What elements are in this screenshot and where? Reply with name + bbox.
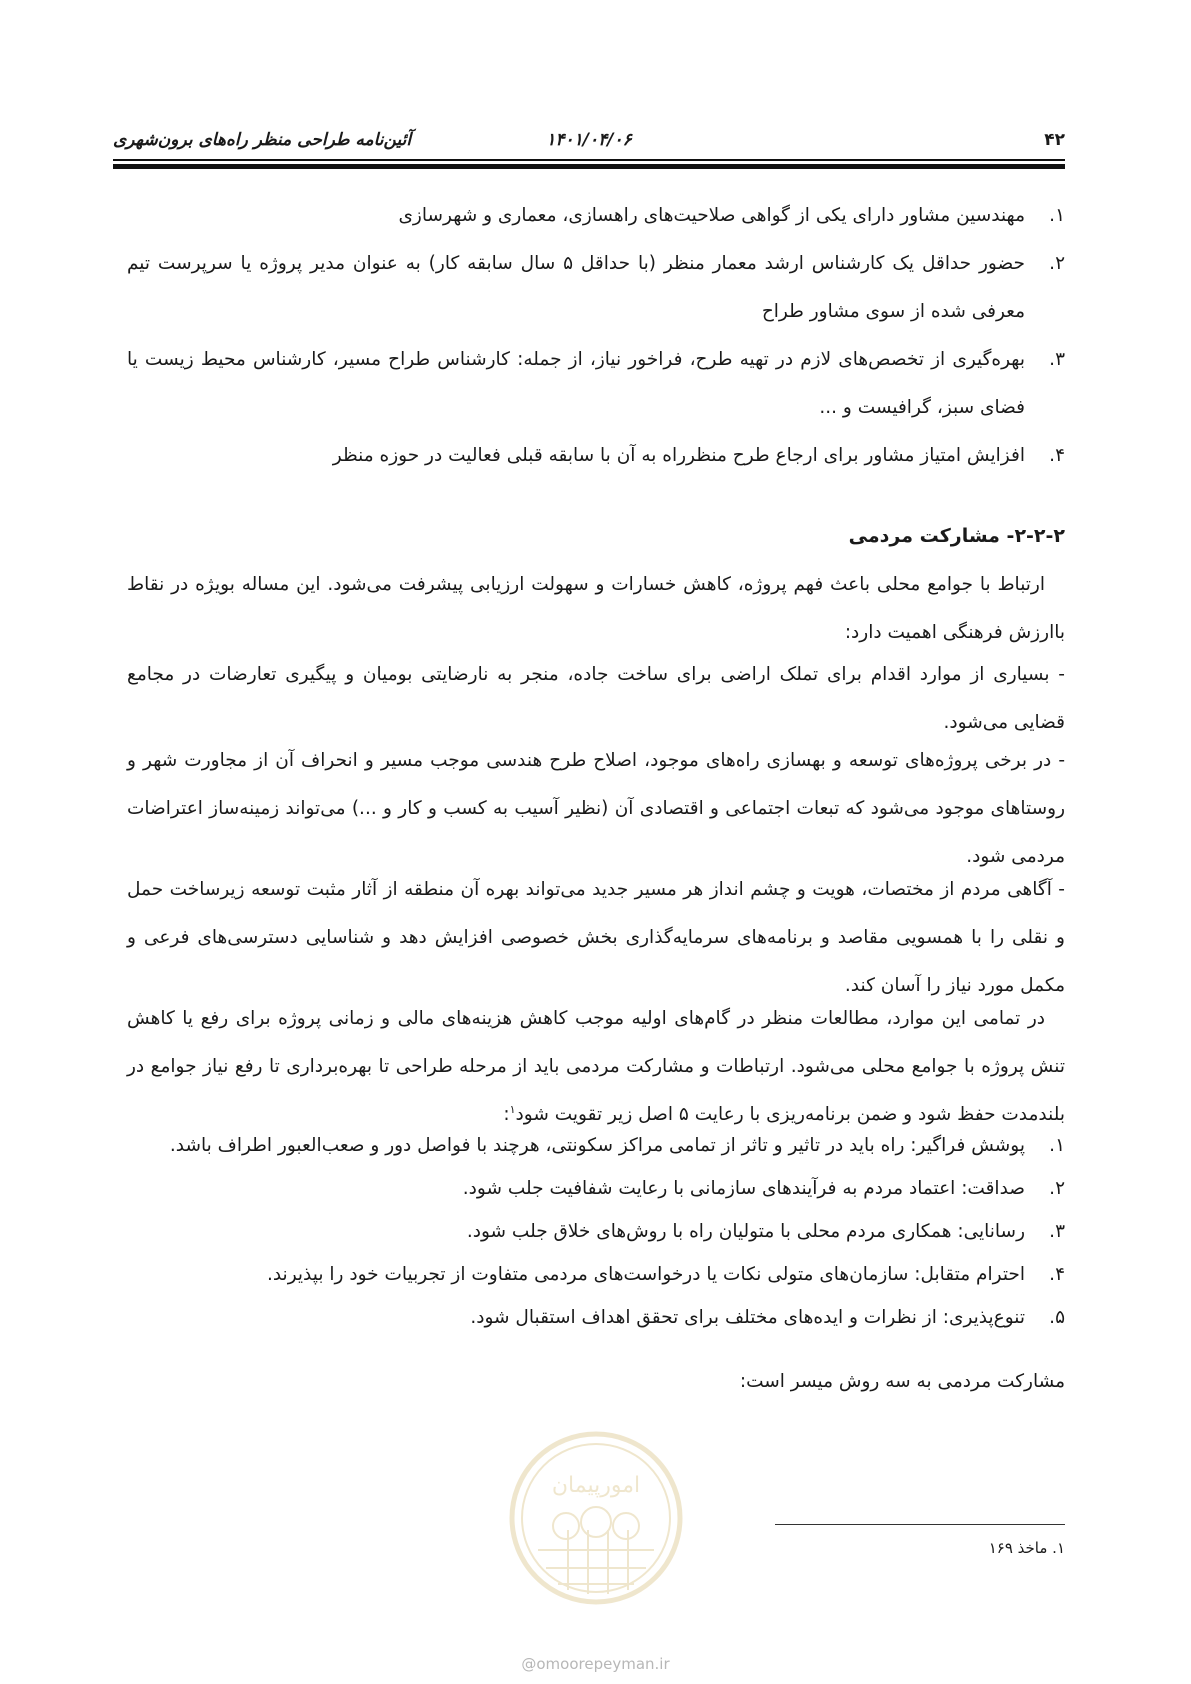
footnote-reference: ۱ [509,1102,516,1116]
section-heading: ۲-۲-۲- مشارکت مردمی [848,525,1065,547]
watermark-logo-text: امورپیمان [551,1473,641,1498]
footnote: ۱. ماخذ ۱۶۹ [988,1539,1065,1557]
list-item: ۲. صداقت: اعتماد مردم به فرآیندهای سازمانی با رعایت شفافیت جلب شود. [462,1178,1065,1199]
paragraph-intro: ارتباط با جوامع محلی باعث فهم پروژه، کاهش خسارات و سهولت ارزیابی پیشرفت می‌شود. این مساله بویژه در نقاط باارزش فرهنگی اهمیت دارد: [127,574,1065,643]
list-item: ۴. افزایش امتیاز مشاور برای ارجاع طرح منظرراه به آن با سابقه قبلی فعالیت در حوزه منظر [332,445,1065,466]
header-rule-thin [113,159,1065,161]
footnote-rule [775,1524,1065,1525]
consultant-requirements-list [127,192,1065,480]
list-item: ۳. بهره‌گیری از تخصص‌های لازم در تهیه طرح، فراخور نیاز، از جمله: کارشناس طراح مسیر، کارشناس محیط زیست یا فضای سبز، گرافیست و ... [127,349,1065,418]
paragraph-participation-methods: مشارکت مردمی به سه روش میسر است: [739,1371,1065,1392]
list-item: ۱. پوشش فراگیر: راه باید در تاثیر و تاثر از تمامی مراکز سکونتی، هرچند با فواصل دور و صعب‌العبور اطراف باشد. [169,1135,1065,1156]
watermark-logo [508,1430,684,1606]
paragraph-land-acquisition: - بسیاری از موارد اقدام برای تملک اراضی برای ساخت جاده، منجر به نارضایتی بومیان و پیگیری تعارضات در مجامع قضایی می‌شود. [127,664,1065,733]
list-item: ۲. حضور حداقل یک کارشناس ارشد معمار منظر (با حداقل ۵ سال سابقه کار) به عنوان مدیر پروژه یا سرپرست تیم معرفی شده از سوی مشاور طراح [127,253,1065,322]
header-title: آئین‌نامه طراحی منظر راه‌های برون‌شهری [113,130,412,150]
page-header [113,126,1065,154]
watermark-url: @omoorepeyman.ir [521,1655,670,1673]
list-item: ۵. تنوع‌پذیری: از نظرات و ایده‌های مختلف برای تحقق اهداف استقبال شود. [470,1307,1065,1328]
list-item: ۴. احترام متقابل: سازمان‌های متولی نکات یا درخواست‌های مردمی متفاوت از تجربیات خود را بپذیرند. [266,1264,1065,1285]
page-number: ۴۲ [1044,130,1065,150]
list-item: ۱. مهندسین مشاور دارای یکی از گواهی صلاحیت‌های راهسازی، معماری و شهرسازی [398,205,1065,226]
header-rule-thick [113,164,1065,169]
list-item: ۳. رسانایی: همکاری مردم محلی با متولیان راه با روش‌های خلاق جلب شود. [466,1221,1065,1242]
paragraph-route-deviation: - در برخی پروژه‌های توسعه و بهسازی راه‌های موجود، اصلاح طرح هندسی موجب مسیر و انحراف آن از مجاورت شهر و روستاهای موجود می‌شود که تبعات اجتماعی و اقتصادی آن (نظیر آسیب به کسب و کار و ...) می‌تواند زمینه‌ساز اعتراضات مردمی شود. [127,750,1065,867]
header-date: ۱۴۰۱/۰۴/۰۶ [546,130,632,150]
principles-list [127,1122,1065,1342]
paragraph-principles-intro: در تمامی این موارد، مطالعات منظر در گام‌های اولیه موجب کاهش هزینه‌های مالی و زمانی پروژه برای رفع یا کاهش تنش پروژه با جوامع محلی می‌شود. ارتباطات و مشارکت مردمی باید از مرحله طراحی تا بهره‌برداری تا رفع نیاز جوامع در بلندمدت حفظ شود و ضمن برنامه‌ریزی با رعایت ۵ اصل زیر تقویت شود$^۱$: [127,1008,1065,1125]
paragraph-public-awareness: - آگاهی مردم از مختصات، هویت و چشم انداز هر مسیر جدید می‌تواند بهره آن منطقه از آثار مثبت توسعه زیرساخت حمل و نقلی را با همسویی مقاصد و برنامه‌های سرمایه‌گذاری بخش خصوصی افزایش دهد و شناسایی دسترسی‌های فرعی و مکمل مورد نیاز را آسان کند. [127,879,1065,996]
